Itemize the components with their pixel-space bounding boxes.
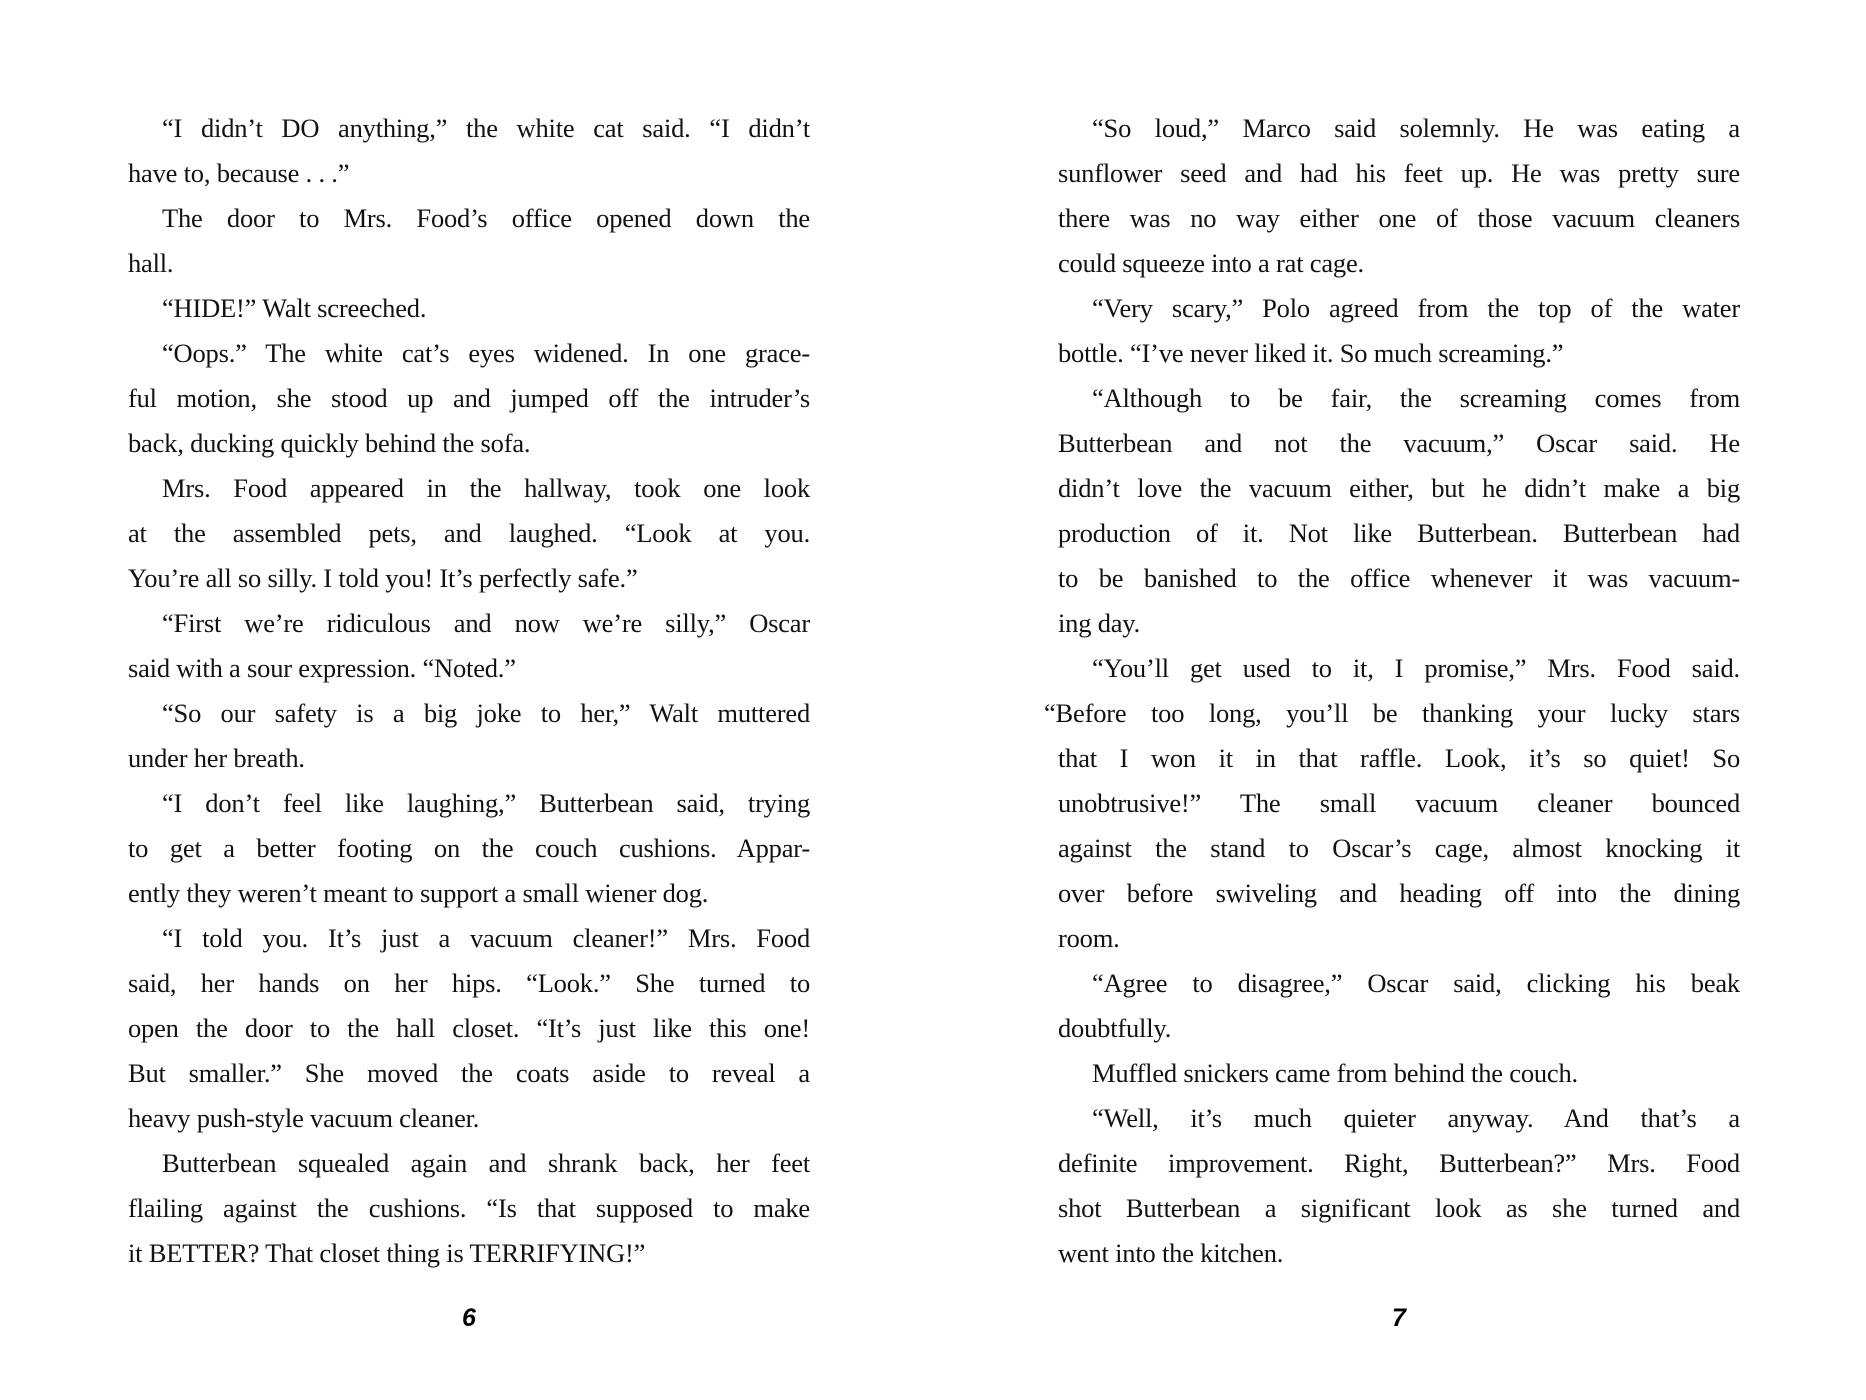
text-line: “You’ll get used to it, I promise,” Mrs. Food said. (1092, 653, 1740, 683)
text-line: “So loud,” Marco said solemnly. He was eating a (1092, 113, 1740, 143)
text-line: Butterbean squealed again and shrank back, her feet (162, 1148, 810, 1178)
text-line: “HIDE!” Walt screeched. (162, 293, 427, 323)
text-line: bottle. “I’ve never liked it. So much screaming.” (1058, 338, 1564, 368)
text-line: shot Butterbean a significant look as she turned and (1058, 1193, 1740, 1223)
text-line: unobtrusive!” The small vacuum cleaner bounced (1058, 788, 1740, 818)
text-line: “First we’re ridiculous and now we’re silly,” Oscar (162, 608, 810, 638)
text-line: to be banished to the office whenever it was vacuum- (1058, 563, 1740, 593)
text-line: “Although to be fair, the screaming comes from (1092, 383, 1740, 413)
text-line: open the door to the hall closet. “It’s just like this one! (128, 1013, 810, 1043)
text-line: said with a sour expression. “Noted.” (128, 653, 516, 683)
text-line: could squeeze into a rat cage. (1058, 248, 1364, 278)
text-line: at the assembled pets, and laughed. “Look at you. (128, 518, 810, 548)
text-line: “Before too long, you’ll be thanking your lucky stars (1044, 698, 1740, 728)
text-line: Muffled snickers came from behind the couch. (1092, 1058, 1578, 1088)
page-number: 6 (462, 1304, 476, 1332)
text-line: ful motion, she stood up and jumped off the intruder’s (128, 383, 810, 413)
text-line: “Well, it’s much quieter anyway. And that’s a (1092, 1103, 1740, 1133)
text-line: “I don’t feel like laughing,” Butterbean said, trying (162, 788, 810, 818)
text-line: over before swiveling and heading off into the dining (1058, 878, 1740, 908)
text-line: You’re all so silly. I told you! It’s perfectly safe.” (128, 563, 638, 593)
text-line: “Very scary,” Polo agreed from the top of the water (1092, 293, 1740, 323)
text-line: didn’t love the vacuum either, but he didn’t make a big (1058, 473, 1740, 503)
text-line: said, her hands on her hips. “Look.” She turned to (128, 968, 810, 998)
text-line: against the stand to Oscar’s cage, almost knocking it (1058, 833, 1740, 863)
text-line: under her breath. (128, 743, 305, 773)
text-line: ently they weren’t meant to support a small wiener dog. (128, 878, 709, 908)
text-line: there was no way either one of those vacuum cleaners (1058, 203, 1740, 233)
text-line: heavy push-style vacuum cleaner. (128, 1103, 480, 1133)
page-right-text (1044, 106, 1740, 1276)
text-line: have to, because . . .” (128, 158, 350, 188)
page-left-text (128, 106, 810, 1276)
text-line: But smaller.” She moved the coats aside to reveal a (128, 1058, 810, 1088)
text-line: flailing against the cushions. “Is that supposed to make (128, 1193, 810, 1223)
text-line: sunflower seed and had his feet up. He was pretty sure (1058, 158, 1740, 188)
text-line: hall. (128, 248, 174, 278)
page-number: 7 (1392, 1304, 1406, 1332)
text-line: ing day. (1058, 608, 1141, 638)
text-line: it BETTER? That closet thing is TERRIFYING!” (128, 1238, 646, 1268)
text-line: went into the kitchen. (1058, 1238, 1284, 1268)
text-line: room. (1058, 923, 1120, 953)
text-line: that I won it in that raffle. Look, it’s so quiet! So (1058, 743, 1740, 773)
text-line: “Oops.” The white cat’s eyes widened. In one grace- (162, 338, 810, 368)
text-line: production of it. Not like Butterbean. Butterbean had (1058, 518, 1740, 548)
text-line: “I told you. It’s just a vacuum cleaner!” Mrs. Food (162, 923, 810, 953)
text-line: back, ducking quickly behind the sofa. (128, 428, 531, 458)
text-line: “Agree to disagree,” Oscar said, clicking his beak (1092, 968, 1740, 998)
text-line: doubtfully. (1058, 1013, 1172, 1043)
text-line: to get a better footing on the couch cushions. Appar- (128, 833, 810, 863)
text-line: “So our safety is a big joke to her,” Walt muttered (162, 698, 810, 728)
page-right (933, 0, 1866, 1400)
text-line: The door to Mrs. Food’s office opened down the (162, 203, 810, 233)
text-line: Mrs. Food appeared in the hallway, took one look (162, 473, 810, 503)
text-line: definite improvement. Right, Butterbean?” Mrs. Food (1058, 1148, 1740, 1178)
text-line: “I didn’t DO anything,” the white cat said. “I didn’t (162, 113, 810, 143)
text-line: Butterbean and not the vacuum,” Oscar said. He (1058, 428, 1740, 458)
